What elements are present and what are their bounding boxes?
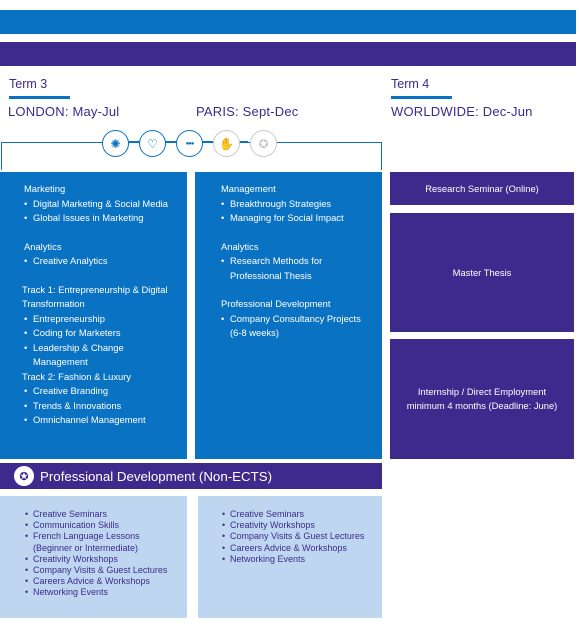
paris-analytics-heading: Analytics xyxy=(221,240,259,252)
list-item: • Digital Marketing & Social Media xyxy=(24,197,179,212)
list-item: • Coding for Marketers xyxy=(24,326,179,341)
badge-icon: ✪ xyxy=(14,466,34,486)
london-pd-box xyxy=(0,496,187,618)
list-item: • Creativity Workshops xyxy=(25,554,179,565)
list-item: • Trends & Innovations xyxy=(24,399,179,414)
paris-dates: PARIS: Sept-Dec xyxy=(196,104,299,119)
hand-icon: ✋ xyxy=(213,130,240,157)
list-item: • Research Methods for Professional Thesis xyxy=(221,254,374,283)
list-item: • Omnichannel Management xyxy=(24,413,179,428)
list-item: • Company Visits & Guest Lectures xyxy=(222,531,374,542)
london-analytics-heading: Analytics xyxy=(24,240,62,252)
list-item: • Careers Advice & Workshops xyxy=(222,543,374,554)
list-item: • Networking Events xyxy=(222,554,374,565)
london-dates: LONDON: May-Jul xyxy=(8,104,120,119)
professional-development-header xyxy=(0,463,382,489)
london-track2-list xyxy=(24,384,179,428)
london-track1-heading: Track 1: Entrepreneurship & Digital Transformation xyxy=(22,283,168,309)
london-marketing-list xyxy=(24,197,179,226)
list-item: • Creative Analytics xyxy=(24,254,179,269)
lightbulb-icon: ✺ xyxy=(102,130,129,157)
list-item: • Company Visits & Guest Lectures xyxy=(25,565,179,576)
term-4-heading: Term 4 xyxy=(391,77,430,91)
london-track2-heading: Track 2: Fashion & Luxury xyxy=(22,370,132,382)
list-item: • Breakthrough Strategies xyxy=(221,197,374,212)
list-item: • Company Consultancy Projects (6-8 weeks) xyxy=(221,312,374,341)
list-item: • Networking Events xyxy=(25,587,179,598)
list-item: • Global Issues in Marketing xyxy=(24,211,179,226)
handshake-heart-icon: ♡ xyxy=(139,130,166,157)
research-seminar-block: Research Seminar (Online) xyxy=(390,172,574,205)
list-item: • Careers Advice & Workshops xyxy=(25,576,179,587)
list-item: • Entrepreneurship xyxy=(24,312,179,327)
london-curriculum-panel xyxy=(0,172,187,459)
paris-management-list xyxy=(221,197,374,226)
header-bar-purple xyxy=(0,42,576,66)
term-3-heading: Term 3 xyxy=(9,77,48,91)
paris-analytics-list xyxy=(221,254,374,283)
master-thesis-block: Master Thesis xyxy=(390,213,574,332)
term-4-underline xyxy=(391,96,452,99)
london-marketing-heading: Marketing xyxy=(24,183,66,194)
paris-pd-box xyxy=(198,496,382,618)
paris-professional-heading: Professional Development xyxy=(221,298,331,309)
group-icon: ●●● xyxy=(176,130,203,157)
list-item: • Creative Seminars xyxy=(25,509,179,520)
paris-management-heading: Management xyxy=(221,183,276,194)
london-track1-list xyxy=(24,312,179,370)
list-item: • Managing for Social Impact xyxy=(221,211,374,226)
london-analytics-list xyxy=(24,254,179,269)
header-bar-blue xyxy=(0,10,576,34)
list-item: • Creative Seminars xyxy=(222,509,374,520)
worldwide-dates: WORLDWIDE: Dec-Jun xyxy=(391,104,533,119)
professional-development-title: Professional Development (Non-ECTS) xyxy=(40,468,273,484)
list-item: • Leadership & Change Management xyxy=(24,341,179,370)
internship-block: Internship / Direct Employment minimum 4 months (Deadline: June) xyxy=(390,339,574,459)
list-item: • Creativity Workshops xyxy=(222,520,374,531)
list-item: • French Language Lessons (Beginner or Intermediate) xyxy=(25,531,179,553)
paris-pd-list xyxy=(222,509,374,565)
term-3-underline xyxy=(9,96,70,99)
badge-icon: ✪ xyxy=(250,130,277,157)
paris-professional-list xyxy=(221,312,374,341)
list-item: • Communication Skills xyxy=(25,520,179,531)
paris-curriculum-panel xyxy=(195,172,382,459)
list-item: • Creative Branding xyxy=(24,384,179,399)
london-pd-list xyxy=(25,509,179,599)
